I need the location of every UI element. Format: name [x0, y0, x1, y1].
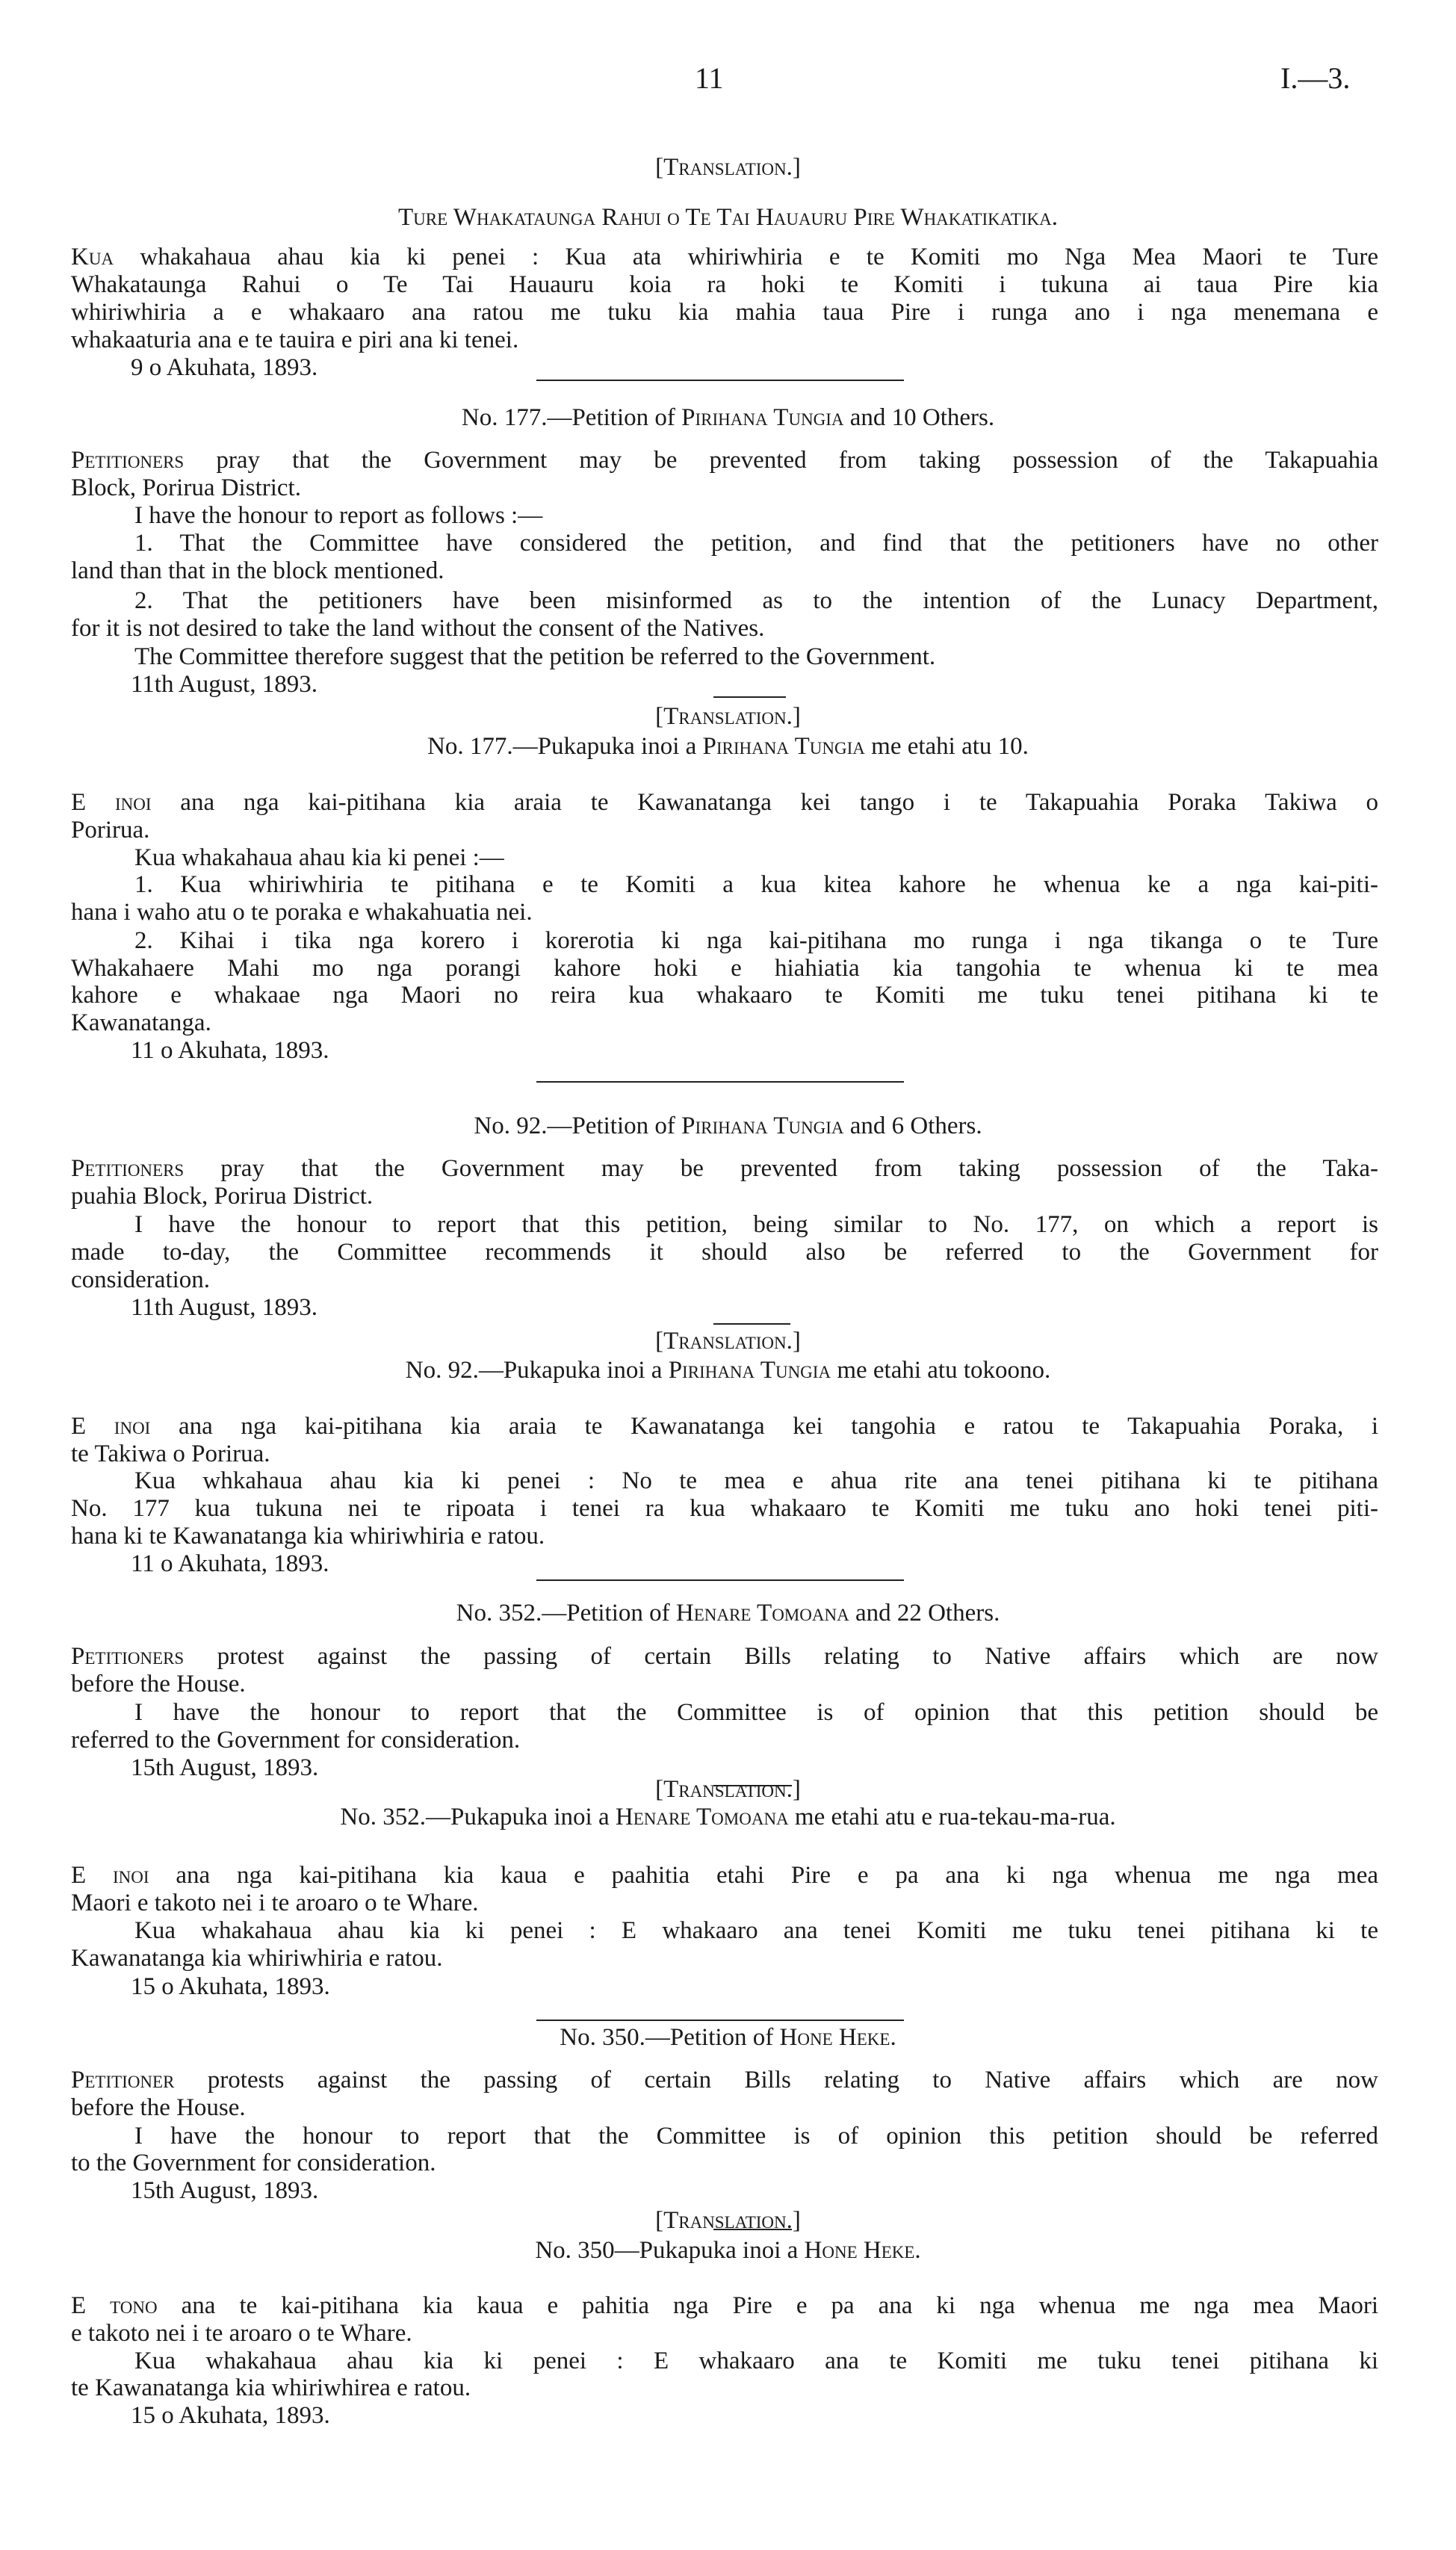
body-line [134, 501, 1378, 530]
body-line [71, 1670, 1378, 1698]
section-title [0, 203, 1456, 232]
body-text: e takoto nei i te aroaro o te Whare. [71, 2320, 412, 2347]
section-title-suffix: me etahi atu tokoono. [831, 1357, 1051, 1384]
paragraph-lead-line [71, 2066, 1378, 2094]
translation-label: [Translation.] [655, 2207, 801, 2234]
body-line [71, 1440, 1378, 1468]
translation-label-text: Translation. [663, 154, 793, 181]
body-text: 1. That the Committee have considered the petition, and find that the petitioners have no other [134, 530, 1378, 557]
body-line [71, 1182, 1378, 1210]
body-text: Maori e takoto nei i te aroaro o te Whare. [71, 1890, 479, 1916]
section-title-prefix: No. 92.—Pukapuka inoi a [405, 1357, 669, 1384]
section-divider [536, 380, 904, 381]
body-line [134, 643, 1378, 671]
body-text: I have the honour to report as follows :— [134, 502, 543, 529]
body-line [71, 326, 1378, 354]
section-title-suffix: and 22 Others. [849, 1600, 1000, 1627]
petitioner-name: Hone Heke. [804, 2237, 921, 2264]
body-line [71, 298, 1378, 327]
body-line [71, 474, 1378, 502]
body-text: Kawanatanga kia whiriwhiria e ratou. [71, 1945, 443, 1972]
section-title-prefix: No. 352.—Pukapuka inoi a [340, 1804, 616, 1831]
paragraph-lead-line [71, 1154, 1378, 1183]
section-title-suffix: and 6 Others. [843, 1112, 982, 1139]
body-line [71, 1944, 1378, 1972]
section-date: 15th August, 1893. [131, 1754, 319, 1781]
section-date: 11 o Akuhata, 1893. [131, 1550, 329, 1577]
paragraph-lead-line [71, 243, 1378, 271]
body-line [71, 270, 1378, 299]
body-text: whakaaturia ana e te tauira e piri ana ki tenei. [71, 327, 519, 353]
body-text: for it is not desired to take the land without the consent of the Natives. [71, 615, 765, 642]
translation-label-text: Translation. [663, 1776, 793, 1803]
body-line [71, 1522, 1378, 1550]
section-title-text: Ture Whakataunga Rahui o Te Tai Hauauru Pire Whakatikatika. [397, 204, 1059, 231]
body-text: te Takiwa o Porirua. [71, 1440, 270, 1467]
body-text: I have the honour to report that the Committee is of opinion that this petition should be [134, 1699, 1378, 1726]
section-date: 15th August, 1893. [131, 2177, 319, 2204]
translation-label-text: Translation. [663, 703, 793, 730]
translation-label-text: Translation. [663, 1328, 793, 1355]
section-title-prefix: No. 92.—Petition of [474, 1112, 682, 1139]
section-date: 11th August, 1893. [131, 671, 317, 698]
lead-word: Petitioners [71, 1155, 185, 1182]
body-text: ana te kai-pitihana kia kaua e pahitia nga Pire e pa ana ki nga whenua me nga mea Maori [181, 2292, 1378, 2319]
section-date: 11th August, 1893. [131, 1294, 317, 1321]
body-line [134, 1916, 1378, 1945]
body-text: protest against the passing of certain Bills relating to Native affairs which are now [217, 1643, 1378, 1670]
paragraph-lead-line [71, 2291, 1378, 2320]
section-title-prefix: No. 352.—Petition of [456, 1600, 676, 1627]
body-line [71, 1889, 1378, 1917]
petitioner-name: Pirihana Tungia [681, 1112, 844, 1139]
body-text: protests against the passing of certain Bills relating to Native affairs which are now [207, 2067, 1378, 2093]
petitioner-name: Pirihana Tungia [702, 733, 865, 760]
lead-word: E tono [71, 2292, 158, 2319]
body-text: ana nga kai-pitihana kia kaua e paahitia etahi Pire e pa ana ki nga whenua me nga mea [176, 1862, 1378, 1889]
body-line [134, 870, 1378, 899]
section-title-suffix: me etahi atu 10. [864, 733, 1029, 760]
body-line [134, 2122, 1378, 2150]
body-text: 1. Kua whiriwhiria te pitihana e te Komiti a kua kitea kahore he whenua ke a nga kai-piti- [134, 871, 1378, 898]
section-date: 15 o Akuhata, 1893. [131, 1973, 330, 2000]
section-date: 11 o Akuhata, 1893. [131, 1037, 329, 1064]
body-text: Kua whakahaua ahau kia ki penei :— [134, 844, 504, 871]
body-line [71, 1238, 1378, 1266]
section-divider [536, 1081, 904, 1083]
body-line [71, 1494, 1378, 1523]
body-line [71, 816, 1378, 844]
section-title-suffix: and 10 Others. [843, 404, 995, 431]
body-text: Kua whakahaua ahau kia ki penei : E whakaaro ana tenei Komiti me tuku tenei pitihana ki te [134, 1917, 1378, 1944]
section-divider [713, 696, 786, 698]
body-line [71, 557, 1378, 585]
translation-label: [Translation.] [655, 1328, 801, 1355]
body-text: 2. Kihai i tika nga korero i korerotia ki nga kai-pitihana mo runga i nga tikanga o te Ture [134, 927, 1378, 954]
section-title [0, 2236, 1456, 2265]
body-text: Whakataunga Rahui o Te Tai Hauauru koia ra hoki te Komiti i tukuna ai taua Pire kia [71, 271, 1378, 298]
body-line [134, 1698, 1378, 1727]
page-number: 11 [695, 61, 724, 95]
body-line [134, 2347, 1378, 2375]
section-divider [536, 1579, 904, 1581]
body-text: kahore e whakaae nga Maori no reira kua whakaaro te Komiti me tuku tenei pitihana ki te [71, 982, 1378, 1009]
body-line [134, 587, 1378, 615]
section-title [0, 732, 1456, 761]
body-text: Kawanatanga. [71, 1009, 211, 1036]
section-date: 9 o Akuhata, 1893. [131, 354, 318, 381]
body-text: Block, Porirua District. [71, 474, 301, 501]
paragraph-lead-line [71, 1861, 1378, 1890]
body-line [71, 614, 1378, 643]
section-title [0, 1803, 1456, 1831]
section-date: 15 o Akuhata, 1893. [131, 2402, 330, 2429]
translation-label-text: Translation. [663, 2207, 793, 2234]
translation-label: [Translation.] [655, 154, 801, 181]
lead-word: E inoi [71, 1413, 151, 1440]
section-title-prefix: No. 350—Pukapuka inoi a [535, 2237, 805, 2264]
lead-word: Petitioners [71, 447, 185, 474]
section-title [0, 1356, 1456, 1384]
paragraph-lead-line [71, 788, 1378, 817]
translation-label: [Translation.] [655, 1776, 801, 1803]
paragraph-lead-line [71, 1412, 1378, 1440]
paragraph-lead-line [71, 446, 1378, 474]
body-line [134, 529, 1378, 557]
body-text: The Committee therefore suggest that the petition be referred to the Government. [134, 643, 936, 670]
body-text: hana i waho atu o te poraka e whakahuatia nei. [71, 899, 533, 926]
document-reference: I.—3. [1280, 61, 1351, 95]
body-text: ana nga kai-pitihana kia araia te Kawanatanga kei tango i te Takapuahia Poraka Takiwa o [180, 789, 1378, 816]
petitioner-name: Pirihana Tungia [668, 1357, 831, 1384]
body-text: referred to the Government for consideration. [71, 1727, 521, 1754]
body-text: I have the honour to report that the Committee is of opinion this petition should be referred [134, 2123, 1378, 2150]
body-line [71, 2319, 1378, 2348]
body-text: I have the honour to report that this petition, being similar to No. 177, on which a report is [134, 1211, 1378, 1238]
lead-word: E inoi [71, 789, 152, 816]
body-text: before the House. [71, 2094, 246, 2121]
section-divider [536, 2020, 904, 2021]
body-line [71, 898, 1378, 926]
body-text: Kua whakahaua ahau kia ki penei : E whakaaro ana te Komiti me tuku tenei pitihana ki [134, 2348, 1378, 2374]
body-line [134, 844, 1378, 872]
body-text: whiriwhiria a e whakaaro ana ratou me tuku kia mahia taua Pire i runga ano i nga menemana e [71, 299, 1378, 326]
petitioner-name: Hone Heke. [779, 2024, 896, 2051]
body-text: te Kawanatanga kia whiriwhirea e ratou. [71, 2374, 471, 2401]
body-line [134, 1467, 1378, 1495]
section-title-prefix: No. 177.—Pukapuka inoi a [427, 733, 703, 760]
paragraph-lead-line [71, 1642, 1378, 1671]
section-title [0, 1599, 1456, 1627]
section-title-suffix: me etahi atu e rua-tekau-ma-rua. [788, 1804, 1116, 1831]
section-title [0, 403, 1456, 432]
body-text: consideration. [71, 1266, 211, 1293]
body-text: Kua whkahaua ahau kia ki penei : No te mea e ahua rite ana tenei pitihana ki te pitihana [134, 1467, 1378, 1494]
body-text: Porirua. [71, 817, 150, 844]
body-line [134, 926, 1378, 955]
body-text: to the Government for consideration. [71, 2150, 436, 2176]
body-text: 2. That the petitioners have been misinformed as to the intention of the Lunacy Department, [134, 587, 1378, 614]
body-line [71, 2149, 1378, 2177]
body-line [71, 981, 1378, 1009]
body-text: Whakahaere Mahi mo nga porangi kahore hoki e hiahiatia kia tangohia te whenua ki te mea [71, 955, 1378, 982]
petitioner-name: Henare Tomoana [675, 1600, 849, 1627]
body-line [71, 2374, 1378, 2402]
lead-word: Petitioners [71, 1643, 185, 1670]
body-text: land than that in the block mentioned. [71, 557, 444, 584]
lead-word: Petitioner [71, 2067, 175, 2093]
section-title [0, 2023, 1456, 2052]
body-text: before the House. [71, 1671, 246, 1698]
body-text: whakahaua ahau kia ki penei : Kua ata whiriwhiria e te Komiti mo Nga Mea Maori te Ture [140, 244, 1378, 270]
body-text: puahia Block, Porirua District. [71, 1183, 374, 1210]
body-line [71, 1726, 1378, 1754]
body-text: pray that the Government may be prevented from taking possession of the Takapuahia [216, 447, 1378, 474]
body-text: hana ki te Kawanatanga kia whiriwhiria e ratou. [71, 1523, 545, 1550]
petitioner-name: Henare Tomoana [615, 1804, 789, 1831]
body-text: made to-day, the Committee recommends it should also be referred to the Government for [71, 1239, 1378, 1266]
translation-label: [Translation.] [655, 703, 801, 730]
lead-word: Kua [71, 244, 114, 270]
body-line [134, 1210, 1378, 1239]
section-title [0, 1112, 1456, 1140]
body-line [71, 1266, 1378, 1294]
body-line [71, 954, 1378, 982]
section-divider [713, 1323, 790, 1325]
body-text: ana nga kai-pitihana kia araia te Kawanatanga kei tangohia e ratou te Takapuahia Poraka, i [178, 1413, 1378, 1440]
lead-word: E inoi [71, 1862, 149, 1889]
body-line [71, 2093, 1378, 2122]
section-title-prefix: No. 350.—Petition of [560, 2024, 780, 2051]
body-text: pray that the Government may be prevented from taking possession of the Taka- [220, 1155, 1378, 1182]
body-line [71, 1009, 1378, 1037]
body-text: No. 177 kua tukuna nei te ripoata i tenei ra kua whakaaro te Komiti me tuku ano hoki tenei piti- [71, 1495, 1378, 1522]
section-title-prefix: No. 177.—Petition of [461, 404, 682, 431]
petitioner-name: Pirihana Tungia [681, 404, 844, 431]
